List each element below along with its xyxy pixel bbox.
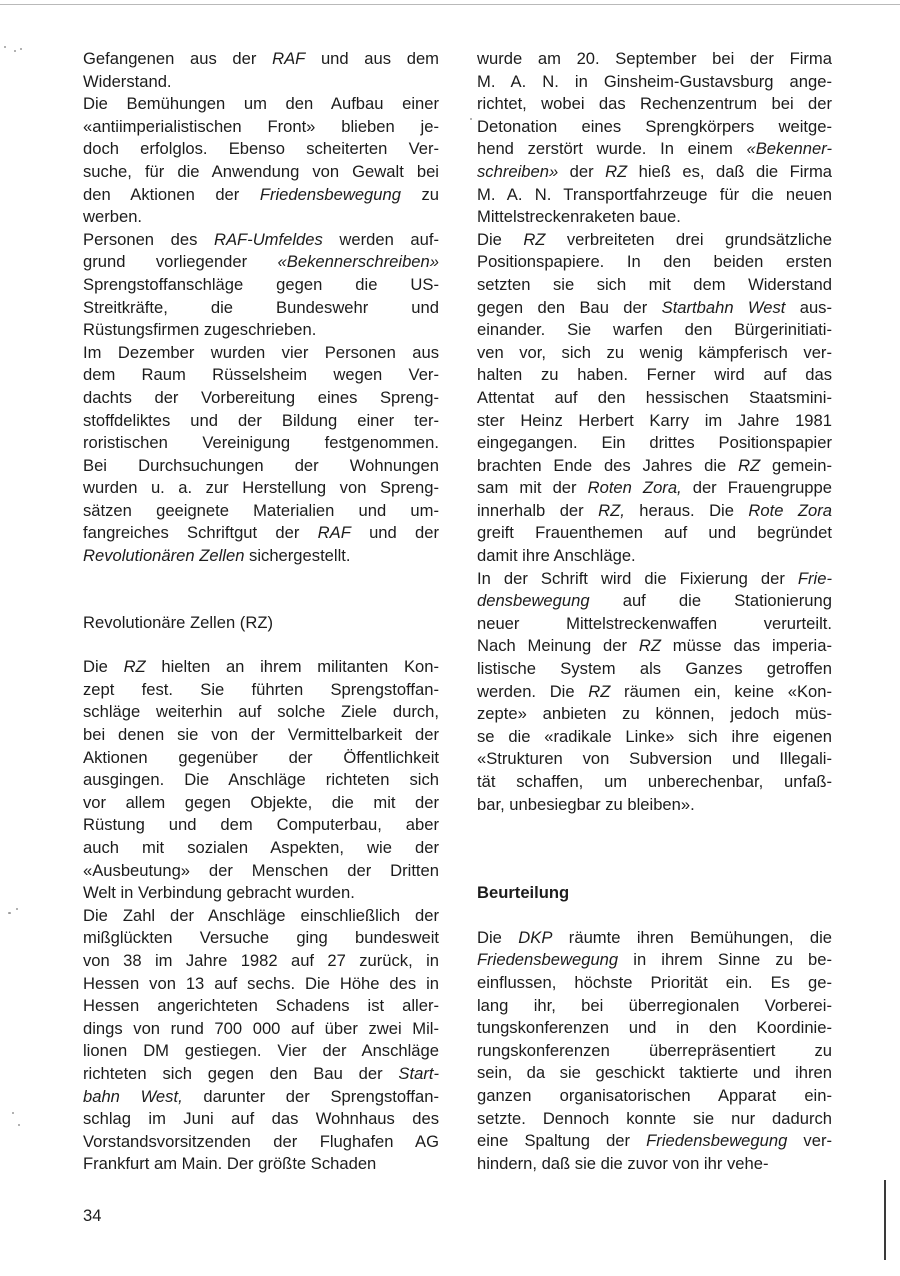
text-line: neuer Mittelstreckenwaffen verurteilt. [477,613,832,633]
text-line: den Aktionen der Friedensbewegung zu [83,184,439,204]
text-line: suche, für die Anwendung von Gewalt bei [83,161,439,181]
text-line: richtet, wobei das Rechenzentrum bei der [477,94,832,114]
text-line: werben. [83,207,143,227]
paragraph [477,229,832,568]
text-line: dings von rund 700 000 auf über zwei Mil- [83,1018,439,1038]
text-line: schläge weiterhin auf solche Ziele durch, [83,702,439,722]
text-line: Frankfurt am Main. Der größte Schaden [83,1154,377,1174]
text-line: lang ihr, bei überregionalen Vorberei- [477,995,832,1015]
text-line: «Ausbeutung» der Menschen der Dritten [83,860,439,880]
text-line: densbewegung auf die Stationierung [477,591,832,611]
text-line: bei denen sie von der Vermittelbarkeit der [83,725,439,745]
text-line: bahn West, darunter der Sprengstoffan- [83,1086,439,1106]
right-column [477,48,832,1175]
text-line: brachten Ende des Jahres die RZ gemein- [477,455,832,475]
section-heading-rz: Revolutionäre Zellen (RZ) [83,612,273,632]
text-line: rungskonferenzen überrepräsentiert zu [477,1040,832,1060]
paragraph [83,48,439,93]
text-line: Streitkräfte, die Bundeswehr und [83,297,439,317]
text-line: fangreiches Schriftgut der RAF und der [83,523,440,543]
text-line: tungskonferenzen und in den Koordinie- [477,1018,832,1038]
text-line: zept fest. Sie führten Sprengstoffan- [83,679,439,699]
paragraph [83,342,439,568]
text-line: Die Bemühungen um den Aufbau einer [83,94,439,114]
text-line: Nach Meinung der RZ müsse das imperia- [477,636,832,656]
text-line: sein, da sie geschickt taktierte und ihren [477,1063,832,1083]
text-line: Die DKP räumte ihren Bemühungen, die [477,927,832,947]
text-line: ganzen organisatorischen Apparat ein- [477,1085,832,1105]
text-line: In der Schrift wird die Fixierung der Frie- [477,568,832,588]
text-line: dachts der Vorbereitung eines Spreng- [83,387,439,407]
text-line: Personen des RAF-Umfeldes werden auf- [83,229,439,249]
text-line: sätzen geeignete Materialien und um- [83,500,439,520]
text-line: vor allem gegen Objekte, die mit der [83,792,439,812]
text-line: schreiben» der RZ hieß es, daß die Firma [477,161,832,181]
text-line: grund vorliegender «Bekennerschreiben» [83,252,439,272]
text-line: einflussen, höchste Priorität ein. Es ge- [477,972,832,992]
text-line: Rüstung und dem Computerbau, aber [83,815,439,835]
text-line: setzten sie sich mit dem Widerstand [477,274,832,294]
left-column [83,48,439,1176]
top-border-line [0,4,900,5]
text-line: eine Spaltung der Friedensbewegung ver- [477,1131,833,1151]
text-line: ven vor, sich zu wenig kämpferisch ver- [477,342,832,362]
text-line: doch erfolglos. Ebenso scheiterten Ver- [83,139,439,159]
paragraph [83,656,439,905]
text-line: Welt in Verbindung gebracht wurden. [83,883,355,903]
text-line: roristischen Vereinigung festgenommen. [83,433,439,453]
text-line: Positionspapiere. In den beiden ersten [477,252,832,272]
text-line: Sprengstoffanschläge gegen die US- [83,274,439,294]
text-line: Widerstand. [83,71,172,91]
text-line: tät schaffen, um unberechenbar, unfaß- [477,772,832,791]
text-line: wurden u. a. zur Herstellung von Spreng- [83,478,439,498]
text-line: zepte» anbieten zu können, jedoch müs- [477,704,832,724]
text-line: einander. Sie warfen den Bürgerinitiati- [477,320,832,340]
text-line: bar, unbesiegbar zu bleiben». [477,794,695,814]
paragraph [83,905,439,1176]
text-line: Friedensbewegung in ihrem Sinne zu be- [477,950,832,970]
text-line: Revolutionären Zellen sichergestellt. [83,546,351,566]
text-line: se die «radikale Linke» sich ihre eigenen [477,726,832,746]
text-line: Im Dezember wurden vier Personen aus [83,342,439,362]
scan-edge-mark [884,1180,886,1260]
text-line: Bei Durchsuchungen der Wohnungen [83,455,439,475]
section-heading-beurteilung: Beurteilung [477,883,570,903]
text-line: eingegangen. Ein drittes Positionspapier [477,433,832,453]
paragraph [477,48,832,229]
text-line: hindern, daß sie die zuvor von ihr vehe- [477,1153,769,1173]
text-line: Mittelstreckenraketen baue. [477,207,681,227]
text-line: greift Frauenthemen auf und begründet [477,523,832,543]
text-line: Gefangenen aus der RAF und aus dem [83,49,439,68]
text-line: Aktionen gegenüber der Öffentlichkeit [83,747,439,767]
text-line: «antiimperialistischen Front» blieben je- [83,116,439,136]
text-line: ster Heinz Herbert Karry im Jahre 1981 [477,410,832,430]
text-line: wurde am 20. September bei der Firma [477,49,832,68]
text-line: Die RZ hielten an ihrem militanten Kon- [83,657,439,677]
text-line: Rüstungsfirmen zugeschrieben. [83,320,317,340]
text-line: M. A. N. in Ginsheim-Gustavsburg ange- [477,71,832,91]
text-line: Detonation eines Sprengkörpers weitge- [477,116,832,136]
text-line: Vorstandsvorsitzenden der Flughafen AG [83,1131,439,1151]
text-line: hend zerstört wurde. In einem «Bekenner- [477,139,832,159]
text-line: Die Zahl der Anschläge einschließlich der [83,905,439,925]
text-line: «Strukturen von Subversion und Illegali- [477,749,832,769]
text-line: damit ihre Anschläge. [477,546,636,566]
paragraph [83,93,439,229]
text-line: werden. Die RZ räumen ein, keine «Kon- [477,681,832,701]
text-line: von 38 im Jahre 1982 auf 27 zurück, in [83,950,439,970]
text-line: auch mit sozialen Aspekten, wie der [83,838,439,857]
text-line: Hessen angerichteten Schadens ist aller- [83,996,439,1016]
text-line: innerhalb der RZ, heraus. Die Rote Zora [477,500,833,520]
text-line: M. A. N. Transportfahrzeuge für die neuen [477,184,832,204]
paragraph [83,229,439,342]
paragraph [477,927,832,1176]
text-line: Hessen von 13 auf sechs. Die Höhe des in [83,973,439,993]
text-line: gegen den Bau der Startbahn West aus- [477,297,833,317]
text-line: ausgingen. Die Anschläge richteten sich [83,770,439,790]
text-line: listische System als Ganzes getroffen [477,659,832,679]
text-line: sam mit der Roten Zora, der Frauengruppe [477,478,832,498]
paragraph [477,568,832,817]
text-line: Die RZ verbreiteten drei grundsätzliche [477,229,832,249]
text-line: lionen DM gestiegen. Vier der Anschläge [83,1041,439,1061]
text-line: richteten sich gegen den Bau der Start- [83,1063,439,1083]
text-line: halten zu haben. Ferner wird auf das [477,365,832,385]
text-line: mißglückten Versuche ging bundesweit [83,928,439,948]
page-number: 34 [83,1206,102,1225]
text-line: dem Raum Rüsselsheim wegen Ver- [83,365,439,385]
text-line: stoffdeliktes und der Bildung einer ter- [83,410,439,430]
text-line: Attentat auf den hessischen Staatsmini- [477,387,832,407]
text-line: schlag im Juni auf das Wohnhaus des [83,1109,439,1129]
text-line: setzte. Dennoch konnte sie nur dadurch [477,1108,832,1128]
